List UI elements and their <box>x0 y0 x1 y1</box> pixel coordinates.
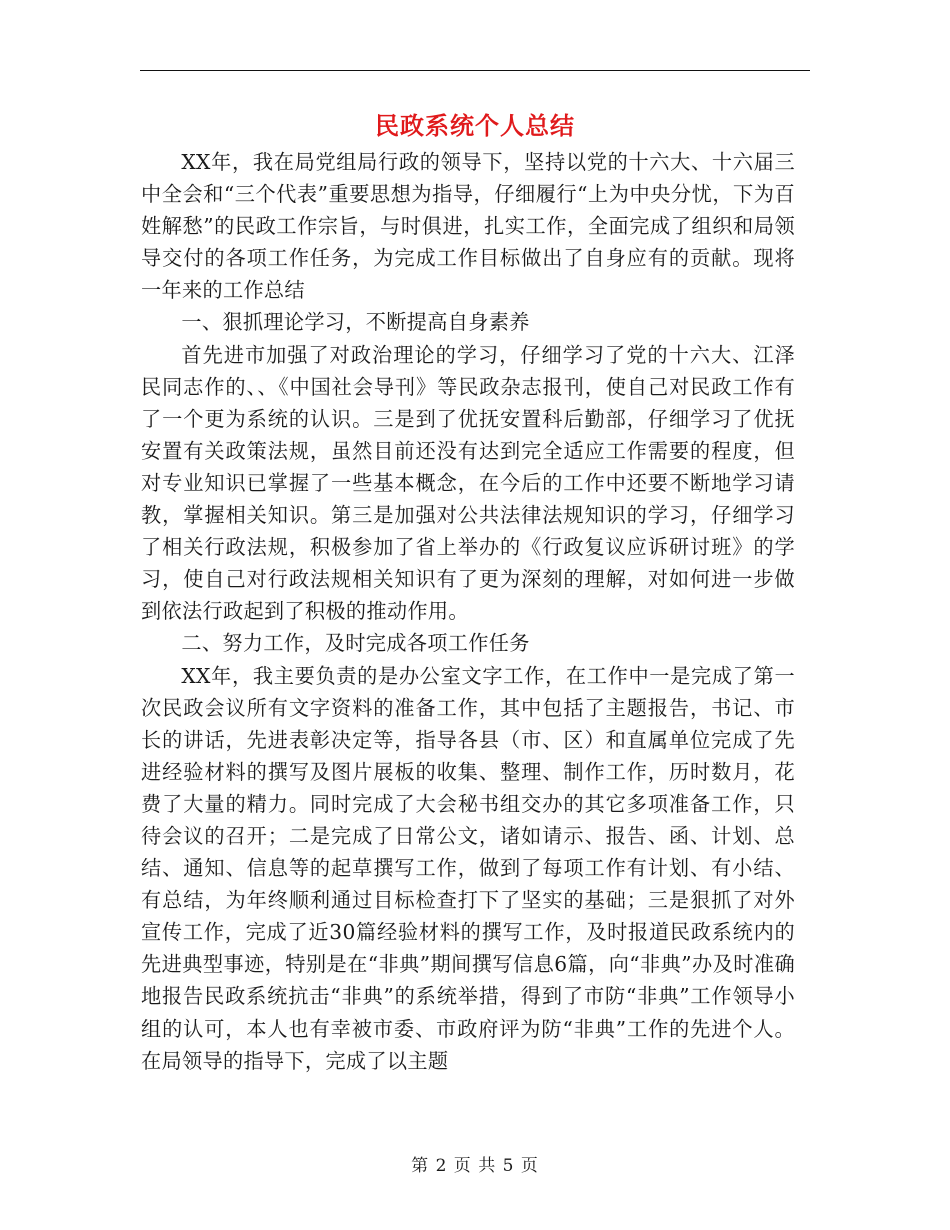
header-rule <box>140 70 810 71</box>
document-title: 民政系统个人总结 <box>375 111 575 140</box>
section-1-paragraph: 首先进市加强了对政治理论的学习，仔细学习了党的十六大、江泽民同志作的、、《中国社会导刊》等民政杂志报刊，使自己对民政工作有了一个更为系统的认识。三是到了优抚安置科后勤部，仔细学习了优抚安置有关政策法规，虽然目前还没有达到完全适应工作需要的程度，但对专业知识已掌握了一些基本概念，在今后的工作中还要不断地学习请教，掌握相关知识。第三是加强对公共法律法规知识的学习，仔细学习了相关行政法规，积极参加了省上举办的《行政复议应诉研讨班》的学习，使自己对行政法规相关知识有了更为深刻的理解，对如何进一步做到依法行政起到了积极的推动作用。 <box>141 342 795 624</box>
section-2-paragraph: XX年，我主要负责的是办公室文字工作，在工作中一是完成了第一次民政会议所有文字资料的准备工作，其中包括了主题报告，书记、市长的讲话，先进表彰决定等，指导各县（市、区）和直属单位完成了先进经验材料的撰写及图片展板的收集、整理、制作工作，历时数月，花费了大量的精力。同时完成了大会秘书组交办的其它多项准备工作，只待会议的召开；二是完成了日常公文，诸如请示、报告、函、计划、总结、通知、信息等的起草撰写工作，做到了每项工作有计划、有小结、有总结，为年终顺利通过目标检查打下了坚实的基础；三是狠抓了对外宣传工作，完成了近30篇经验材料的撰写工作，及时报道民政系统内的先进典型事迹，特别是在“非典”期间撰写信息6篇，向“非典”办及时准确地报告民政系统抗击“非典”的系统举措，得到了市防“非典”工作领导小组的认可，本人也有幸被市委、市政府评为防“非典”工作的先进个人。在局领导的指导下，完成了以主题 <box>141 663 795 1073</box>
intro-paragraph: XX年，我在局党组局行政的领导下，坚持以党的十六大、十六届三中全会和“三个代表”重要思想为指导，仔细履行“上为中央分忧，下为百姓解愁”的民政工作宗旨，与时俱进，扎实工作，全面完成了组织和局领导交付的各项工作任务，为完成工作目标做出了自身应有的贡献。现将一年来的工作总结 <box>141 150 795 303</box>
section-heading-2: 二、努力工作，及时完成各项工作任务 <box>181 631 530 656</box>
page-number-footer: 第 2 页 共 5 页 <box>411 1156 539 1176</box>
document-body <box>141 146 795 1077</box>
section-heading-1: 一、狠抓理论学习，不断提高自身素养 <box>181 310 530 335</box>
